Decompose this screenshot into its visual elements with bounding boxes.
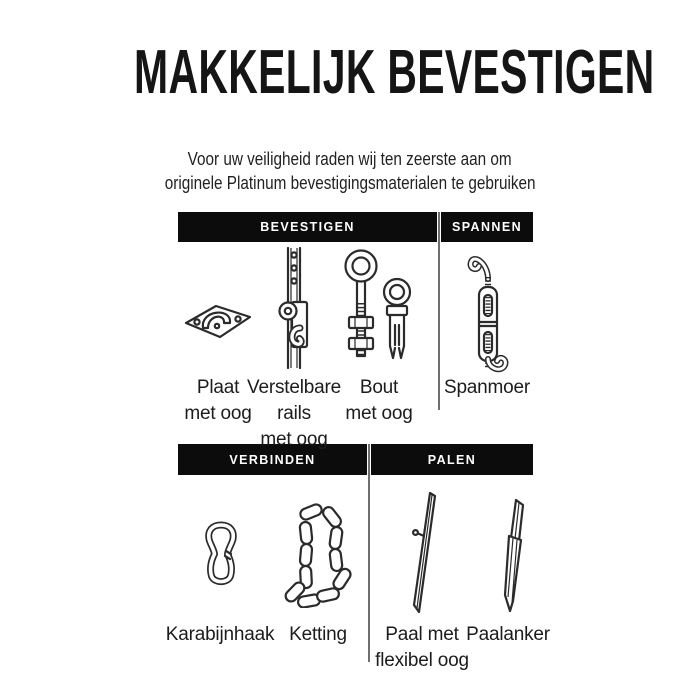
item-karabijnhaak	[201, 520, 241, 588]
item-label-bout-met-oog	[323, 375, 435, 427]
label-line: met oog	[260, 429, 328, 450]
section-header-bevestigen	[178, 212, 437, 242]
plate-with-eye-icon	[180, 286, 256, 352]
subtitle	[0, 147, 700, 195]
item-ketting	[277, 500, 359, 608]
label-line: Plaat	[196, 377, 240, 398]
carabiner-icon	[201, 520, 241, 588]
pole-with-flexible-eye-icon	[404, 490, 442, 618]
item-paalanker	[488, 497, 530, 619]
label-line: met oog	[345, 403, 413, 424]
label-line: met oog	[184, 403, 252, 424]
item-verstelbare-rails	[276, 247, 312, 369]
page-title-text: MAKKELIJK BEVESTIGEN	[134, 38, 655, 107]
label-line: Ketting	[289, 624, 347, 645]
item-label-spanmoer	[430, 375, 544, 401]
label-line: Paalanker	[466, 624, 550, 645]
page-title	[0, 40, 700, 106]
label-line: Spanmoer	[443, 377, 531, 398]
label-line: Paal met	[385, 624, 459, 645]
section-header-palen	[371, 444, 533, 475]
pole-anchor-icon	[488, 497, 530, 619]
item-bout-met-oog	[342, 247, 416, 371]
label-line: Bout	[359, 377, 399, 398]
item-plaat-met-oog	[180, 286, 256, 352]
item-paal-met-flexibel-oog	[404, 490, 442, 618]
subtitle-line-1: Voor uw veiligheid raden wij ten zeerste aan om	[187, 149, 513, 169]
section-header-spannen	[441, 212, 533, 242]
section-header-spannen-label: SPANNEN	[452, 220, 522, 234]
item-spanmoer	[465, 247, 511, 373]
label-line: rails	[277, 403, 311, 424]
item-label-paalanker	[444, 622, 572, 648]
chain-icon	[277, 500, 359, 608]
section-header-palen-label: PALEN	[427, 452, 477, 467]
eye-bolt-icon	[342, 247, 416, 371]
adjustable-rail-with-eye-icon	[276, 247, 312, 369]
section-header-bevestigen-label: BEVESTIGEN	[260, 220, 355, 234]
subtitle-line-2: originele Platinum bevestigingsmaterialen te gebruiken	[164, 173, 536, 193]
section-header-verbinden-label: VERBINDEN	[229, 452, 316, 467]
label-line: flexibel oog	[375, 650, 469, 671]
label-line: Karabijnhaak	[165, 624, 275, 645]
label-line: Verstelbare	[247, 377, 341, 398]
turnbuckle-icon	[465, 247, 511, 373]
